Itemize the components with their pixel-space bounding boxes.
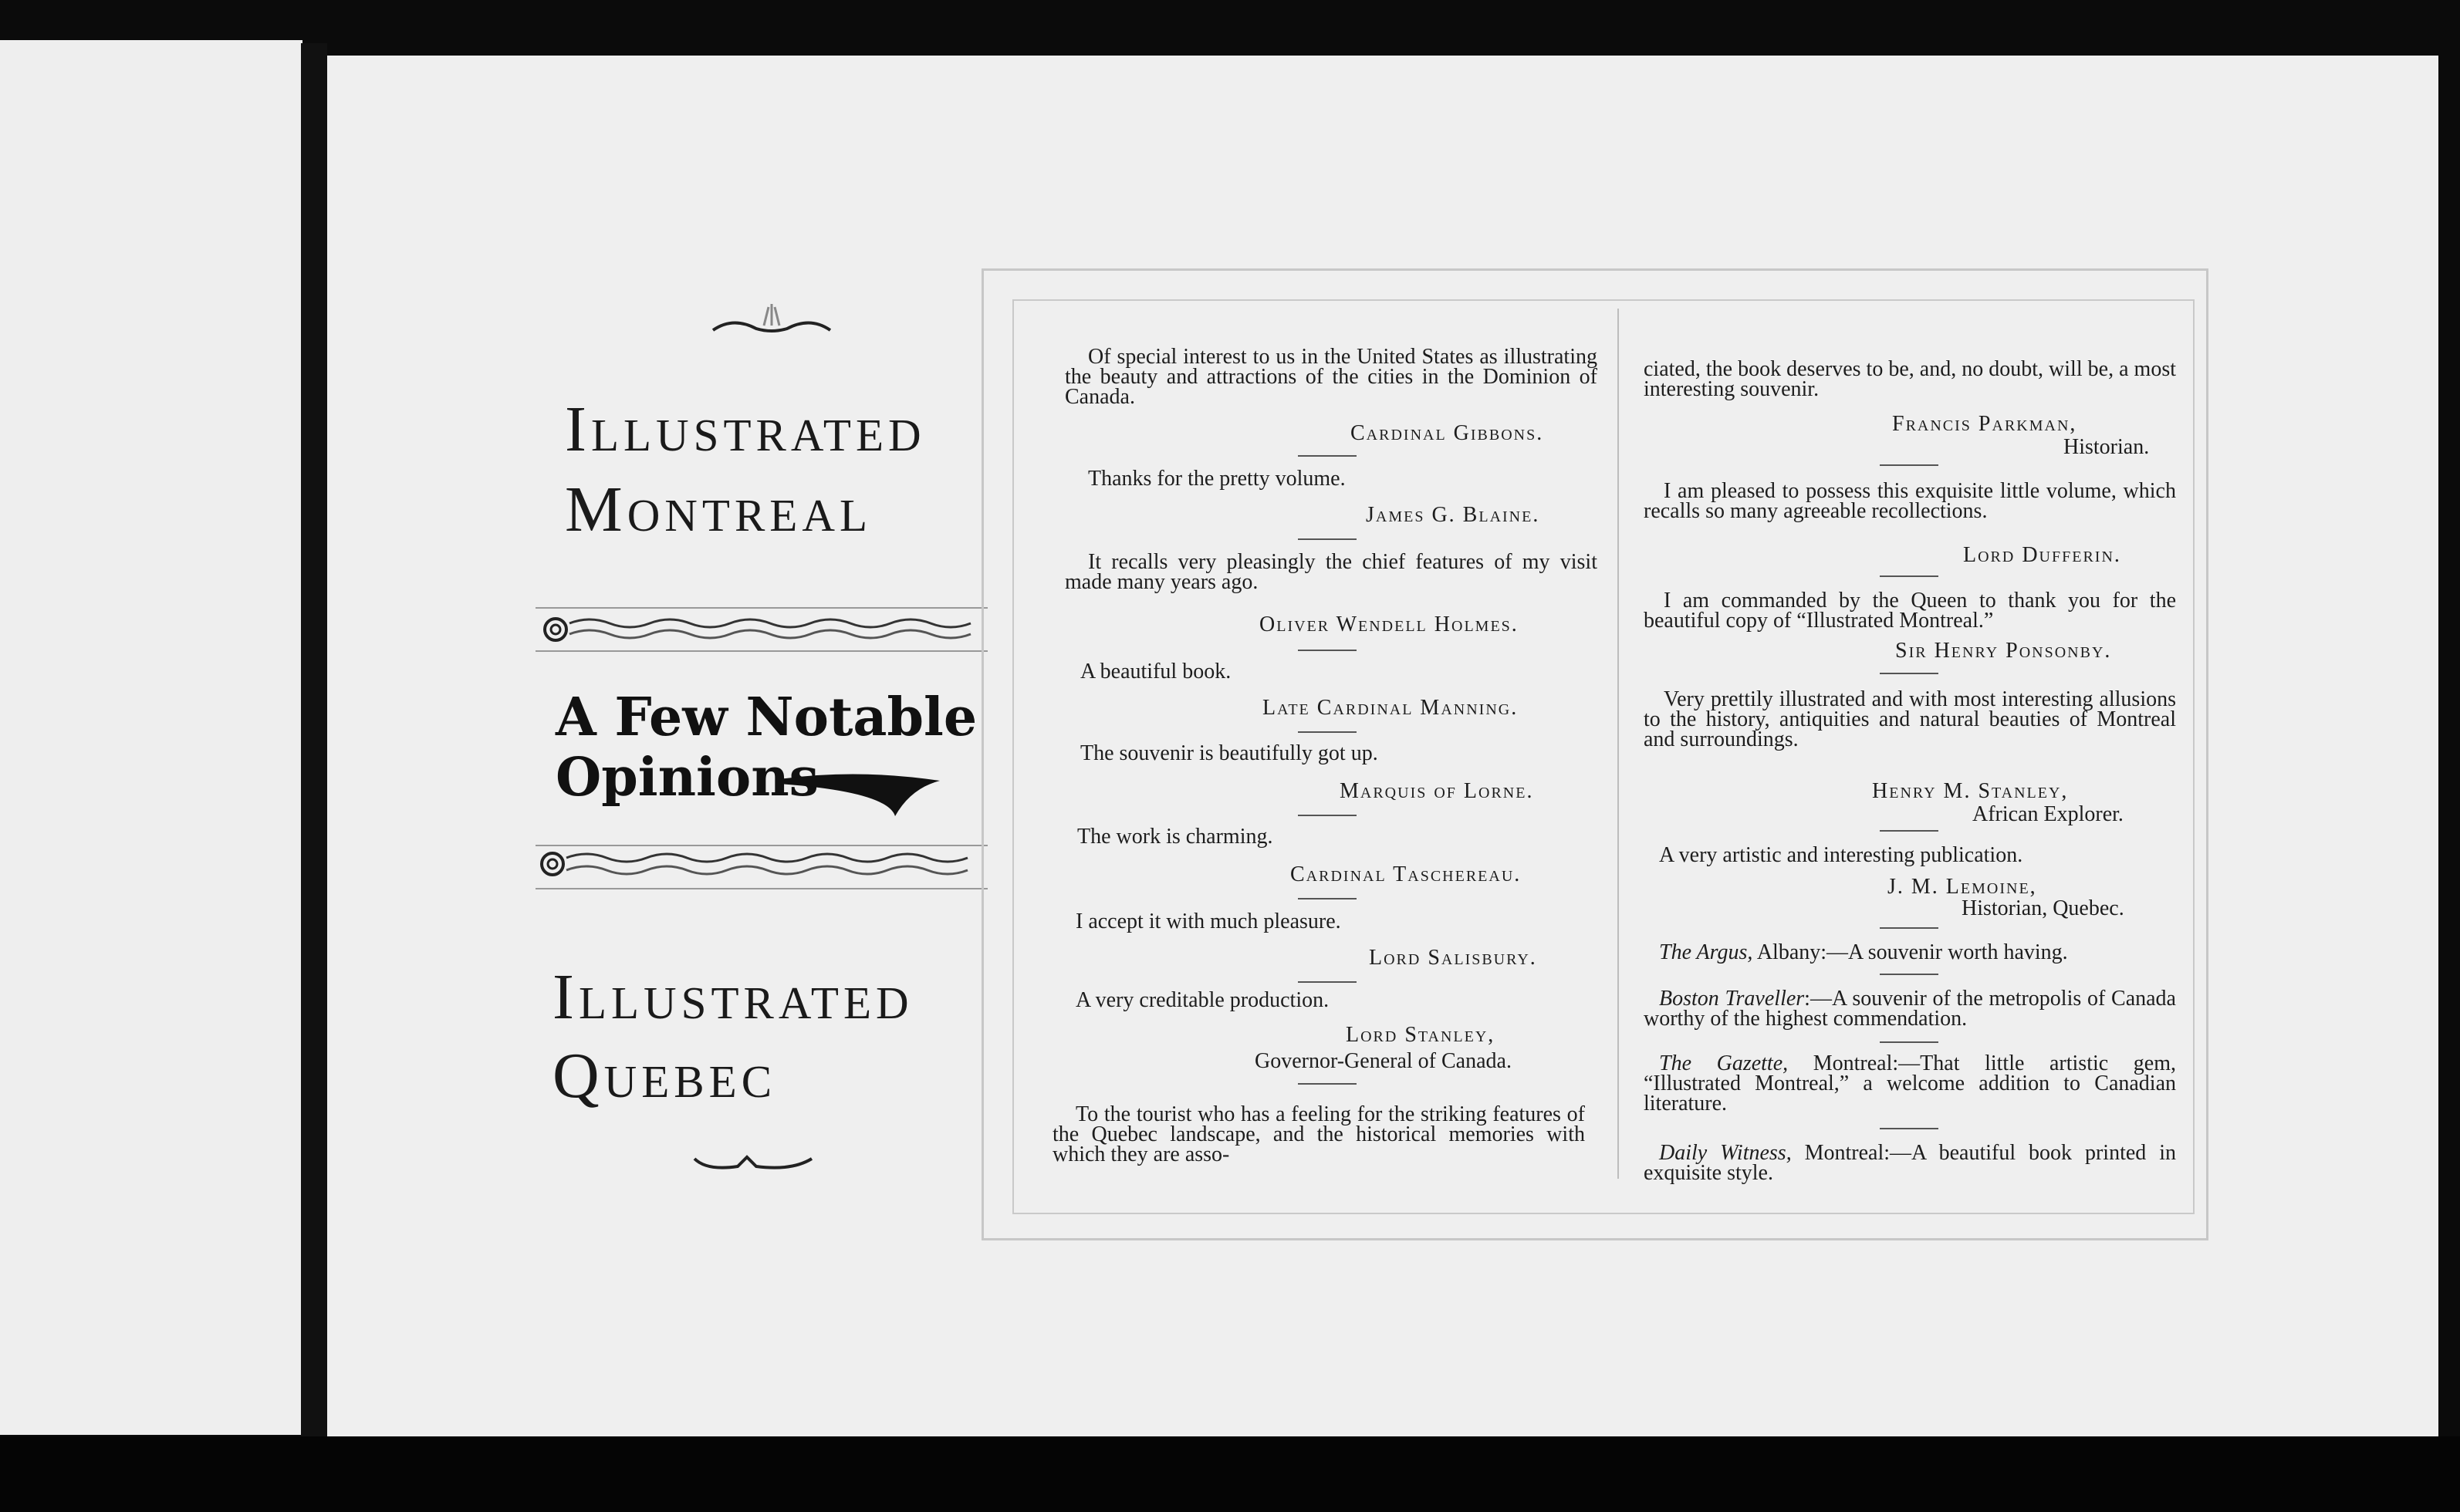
swash-arrow-icon	[779, 768, 943, 818]
left-page	[0, 40, 302, 1435]
title-illustrated-montreal-line2: Montreal	[565, 474, 872, 545]
signature-parkman: Francis Parkman,	[1892, 412, 2077, 436]
signature-taschereau: Cardinal Taschereau.	[1290, 862, 1522, 886]
entry-rule	[1880, 673, 1938, 674]
signature-lord-stanley: Lord Stanley,	[1346, 1023, 1495, 1047]
entry-rule	[1298, 650, 1357, 651]
source-gazette: The Gazette,	[1659, 1051, 1789, 1075]
entry-rule	[1298, 538, 1357, 540]
page-gutter	[301, 43, 327, 1441]
opinion-text-blaine: Thanks for the pretty volume.	[1088, 467, 1346, 491]
decorative-wave-band-lower	[536, 841, 988, 893]
title-illustrated-montreal-line1: Illustrated	[565, 393, 926, 465]
opinion-text-gazette: The Gazette, Montreal:—That little artistic gem, “Illustrated Montreal,” a welcome addition to Canadian literature.	[1644, 1051, 2177, 1115]
title-historian: Historian.	[2063, 435, 2150, 459]
column-divider	[1617, 309, 1619, 1179]
entry-rule	[1298, 1083, 1357, 1085]
title-historian-quebec: Historian, Quebec.	[1962, 896, 2124, 920]
signature-gibbons: Cardinal Gibbons.	[1350, 421, 1544, 445]
opinion-text-holmes: It recalls very pleasingly the chief features of my visit made many years ago.	[1065, 550, 1597, 594]
opinion-text-gibbons: Of special interest to us in the United States as illustrating the beauty and attractions of the cities in the Dominion of Canada.	[1065, 345, 1597, 409]
title-governor-general: Governor-General of Canada.	[1255, 1049, 1512, 1073]
title-illustrated-quebec-line1: Illustrated	[552, 961, 914, 1033]
decorative-wave-band	[536, 603, 988, 656]
title-illustrated-quebec-line2: Quebec	[552, 1040, 777, 1112]
opinion-text-argus: The Argus, Albany:—A souvenir worth having.	[1659, 940, 2068, 964]
opinion-text-lorne: The souvenir is beautifully got up.	[1080, 741, 1378, 765]
notable-heading-line2: Opinions	[556, 747, 819, 808]
entry-rule	[1298, 898, 1357, 899]
signature-holmes: Oliver Wendell Holmes.	[1259, 613, 1519, 636]
entry-rule	[1880, 830, 1938, 832]
bottom-flourish-icon	[691, 1151, 815, 1182]
signature-blaine: James G. Blaine.	[1366, 503, 1540, 527]
opinion-text-parkman: ciated, the book deserves to be, and, no doubt, will be, a most interesting souvenir.	[1644, 357, 2176, 401]
entry-rule	[1880, 927, 1938, 929]
opinion-text-daily-witness: Daily Witness, Montreal:—A beautiful book printed in exquisite style.	[1644, 1141, 2176, 1185]
signature-ponsonby: Sir Henry Ponsonby.	[1895, 639, 2112, 663]
entry-rule	[1298, 455, 1357, 457]
source-boston-traveller: Boston Traveller	[1659, 987, 1805, 1011]
entry-rule	[1880, 464, 1938, 466]
source-daily-witness: Daily Witness,	[1659, 1141, 1792, 1165]
notable-heading-line1: A Few Notable	[556, 687, 978, 748]
top-flourish-icon	[710, 302, 833, 341]
source-argus: The Argus,	[1659, 940, 1753, 964]
signature-manning: Late Cardinal Manning.	[1262, 696, 1519, 720]
opinion-text-taschereau: The work is charming.	[1077, 825, 1273, 849]
opinion-text-ponsonby: I am commanded by the Queen to thank you for the beautiful copy of “Illustrated Montreal.”	[1644, 589, 2176, 633]
opinion-text-tourist: To the tourist who has a feeling for the striking features of the Quebec landscape, and the historical memories with which they are asso-	[1053, 1102, 1585, 1166]
signature-lemoine: J. M. Lemoine,	[1887, 875, 2037, 899]
entry-rule	[1880, 974, 1938, 975]
signature-henry-stanley: Henry M. Stanley,	[1872, 779, 2069, 803]
entry-rule	[1880, 575, 1938, 577]
opinion-text-stanley: A very creditable production.	[1076, 988, 1330, 1012]
signature-dufferin: Lord Dufferin.	[1963, 543, 2121, 567]
entry-rule	[1298, 731, 1357, 733]
entry-rule	[1298, 815, 1357, 816]
scan-bottom-edge	[0, 1436, 2460, 1512]
entry-rule	[1880, 1041, 1938, 1043]
signature-lorne: Marquis of Lorne.	[1340, 779, 1534, 803]
entry-rule	[1298, 981, 1357, 983]
opinion-text-salisbury: I accept it with much pleasure.	[1076, 910, 1341, 933]
opinion-text-lemoine: A very artistic and interesting publication.	[1659, 843, 2023, 867]
title-african-explorer: African Explorer.	[1972, 802, 2124, 826]
opinion-text-boston-traveller: Boston Traveller:—A souvenir of the metropolis of Canada worthy of the highest commendation.	[1644, 987, 2176, 1031]
signature-salisbury: Lord Salisbury.	[1369, 946, 1537, 970]
opinion-text-manning: A beautiful book.	[1080, 660, 1232, 683]
opinion-text-henry-stanley: Very prettily illustrated and with most interesting allusions to the history, antiquities and natural beauties of Montreal and surroundings.	[1644, 687, 2176, 751]
opinion-text-dufferin: I am pleased to possess this exquisite little volume, which recalls so many agreeable recollections.	[1644, 479, 2176, 523]
entry-rule	[1880, 1128, 1938, 1129]
